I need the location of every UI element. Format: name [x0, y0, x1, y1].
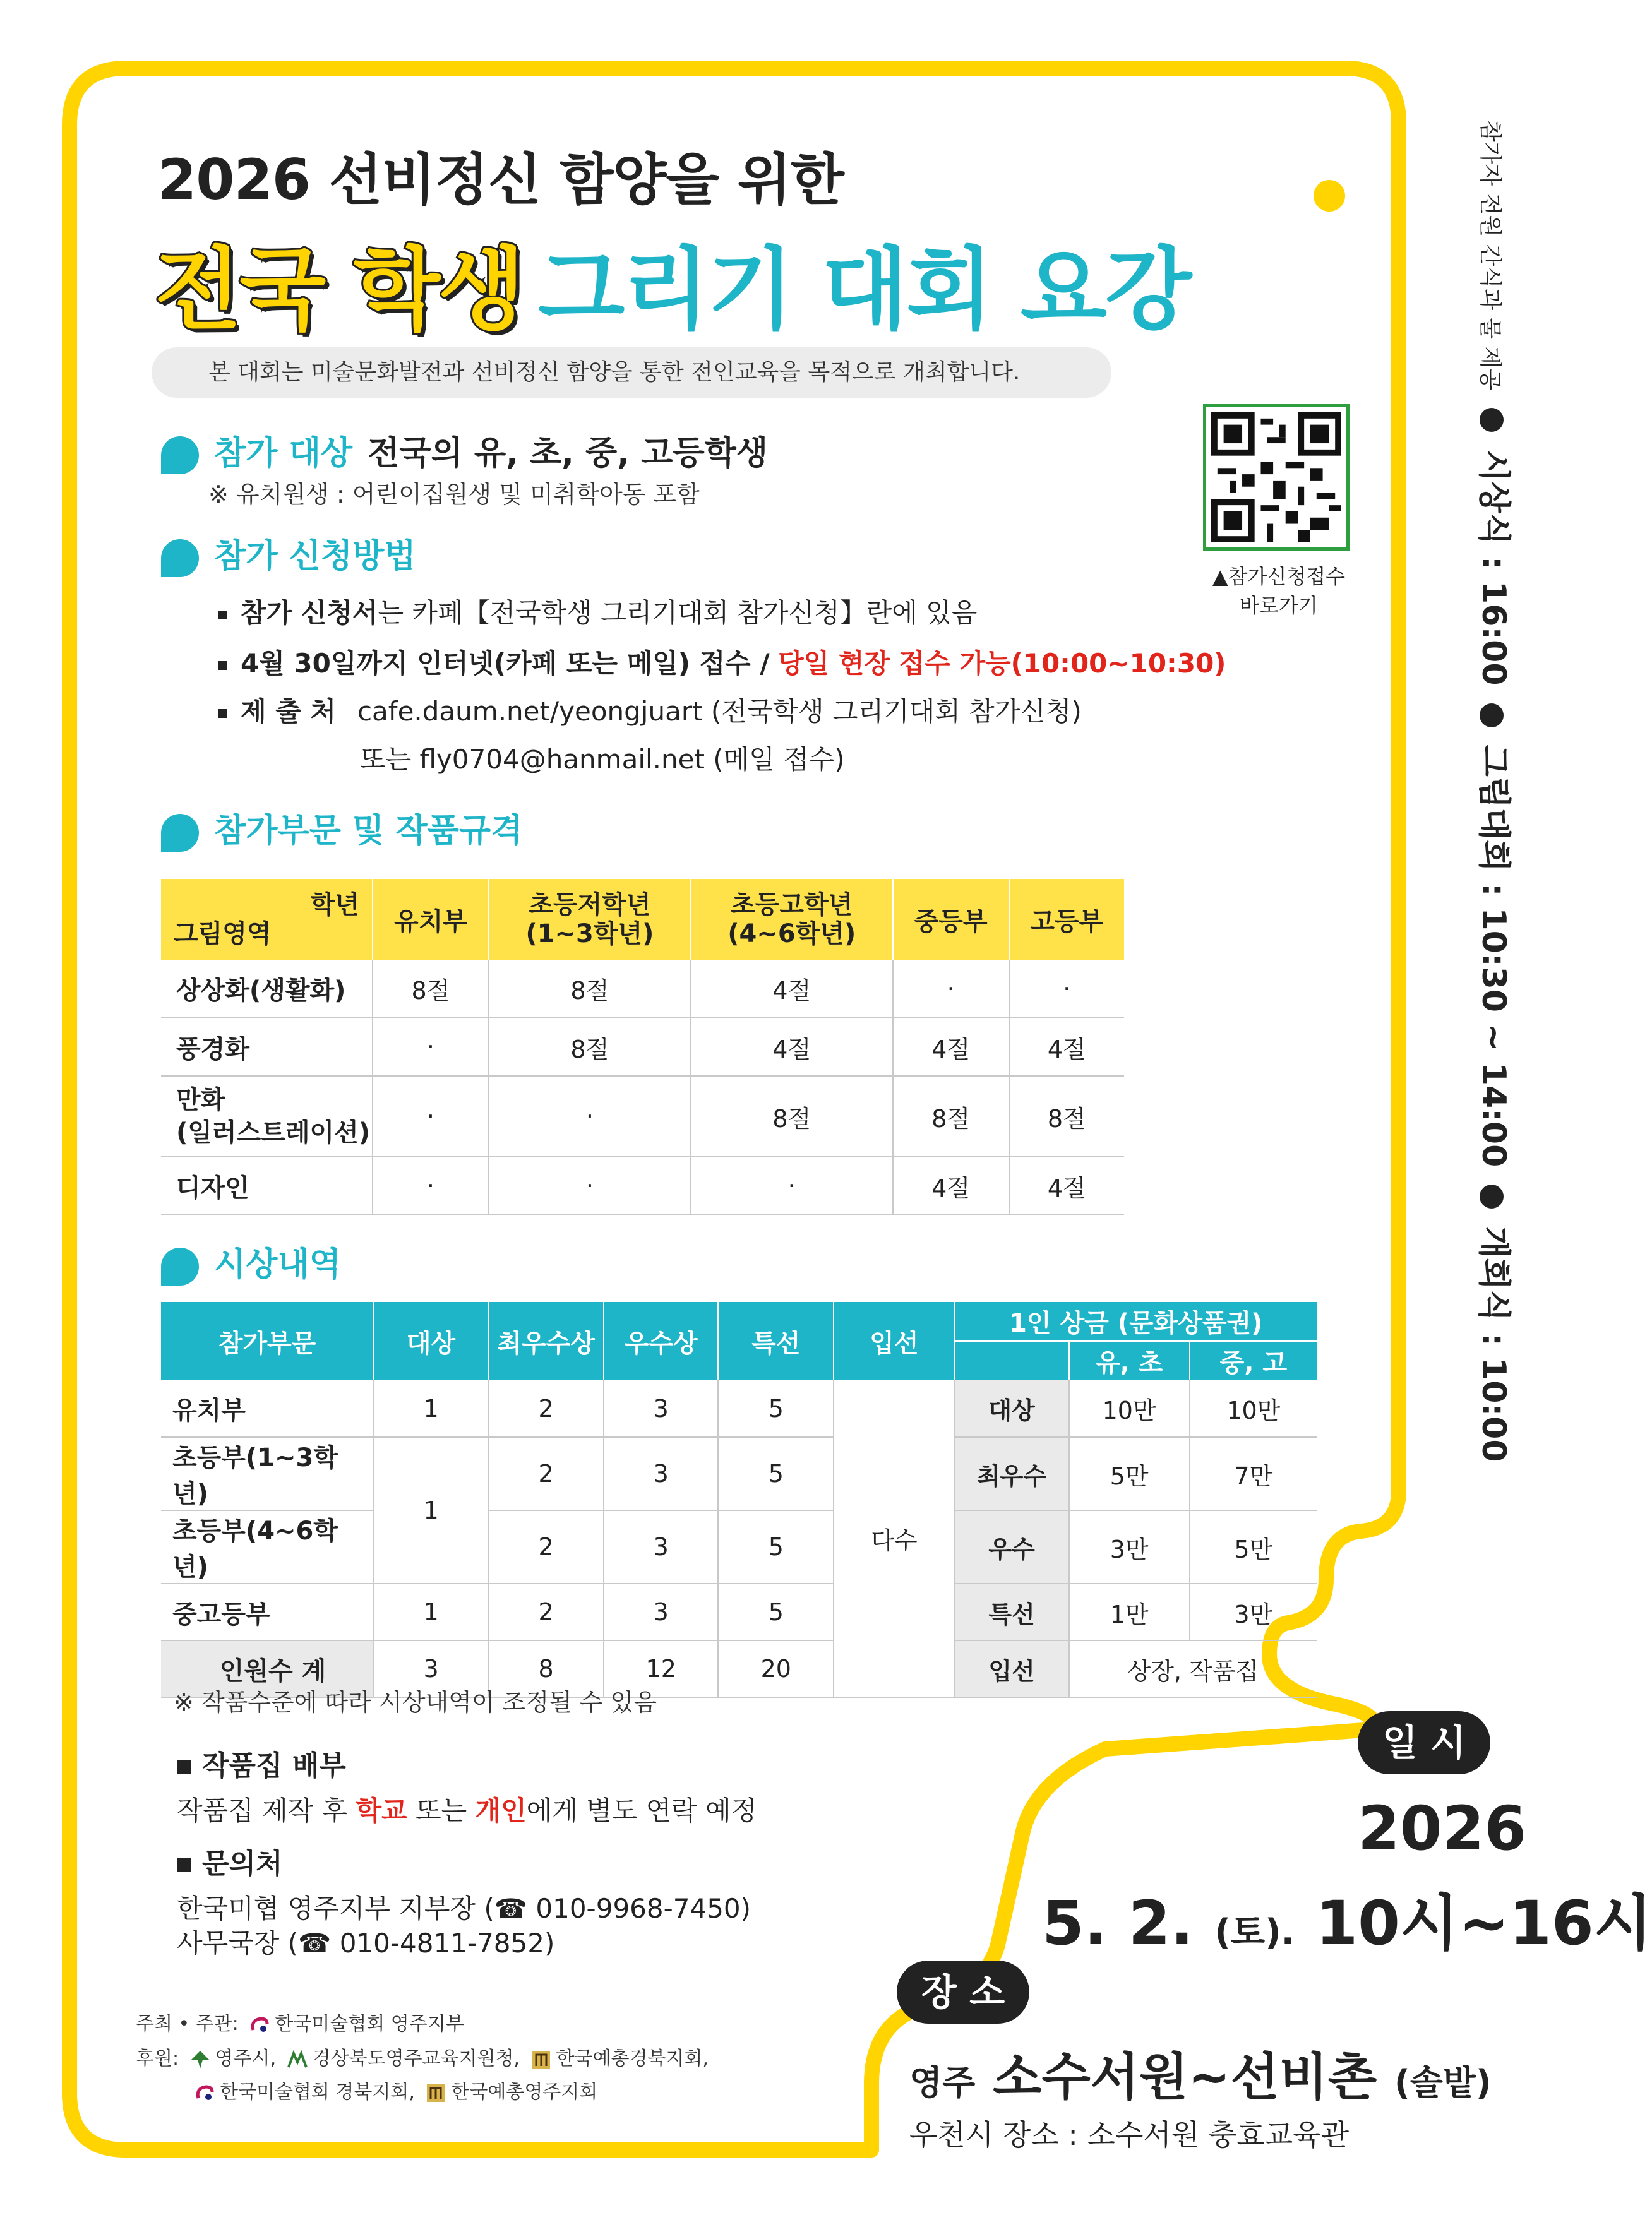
- eligibility-value: 전국의 유, 초, 중, 고등학생: [368, 434, 769, 472]
- art-association-logo-icon: [248, 2014, 271, 2036]
- credits-sponsors-2: 한국미술협회 경북지회, 한국예총영주지회: [189, 2076, 597, 2105]
- title-yellow: 전국 학생: [155, 238, 524, 342]
- col-header: 고등부: [1009, 879, 1124, 960]
- opening-time: 개회식 : 10:00: [1475, 1226, 1512, 1462]
- col-header: 초등고학년 (4~6학년): [691, 879, 893, 960]
- col-header: 최우수상: [488, 1302, 604, 1380]
- table-corner-header: 학년 그림영역: [161, 879, 373, 960]
- speech-bubble-icon: [161, 814, 199, 852]
- contact-line2: 사무국장 (☎ 010-4811-7852): [177, 1928, 555, 1959]
- venue-rain: 우천시 장소 : 소수서원 충효교육관: [909, 2118, 1350, 2152]
- eligibility-note: ※ 유치원생 : 어린이집원생 및 미취학아동 포함: [208, 481, 700, 508]
- prize-sub-header: 유, 초: [1069, 1341, 1190, 1380]
- contact-line1: 한국미협 영주지부 지부장 (☎ 010-9968-7450): [177, 1893, 751, 1924]
- date-year: 2026: [1358, 1793, 1527, 1864]
- apply-item-form: 참가 신청서는 카페【전국학생 그리기대회 참가신청】란에 있음: [218, 592, 977, 630]
- yechong-logo-icon: [530, 2048, 553, 2071]
- apply-item-deadline: 4월 30일까지 인터넷(카페 또는 메일) 접수 / 당일 현장 접수 가능(10:00~10:30): [218, 643, 1226, 681]
- contest-time: 그림대회 : 10:30 ~ 14:00: [1475, 744, 1512, 1167]
- col-header: 우수상: [604, 1302, 718, 1380]
- apply-item-email: 또는 fly0704@hanmail.net (메일 접수): [360, 744, 845, 775]
- bullet-dot-icon: [1480, 703, 1504, 727]
- awards-table: [161, 1302, 1317, 1698]
- col-header: 대상: [374, 1302, 488, 1380]
- table-row: 디자인 · · · 4절 4절: [161, 1157, 1124, 1215]
- qr-caption: ▲참가신청접수 바로가기: [1212, 564, 1346, 618]
- booklet-heading: 작품집 배부: [177, 1743, 346, 1783]
- col-header: 유치부: [373, 879, 489, 960]
- vertical-schedule: [1465, 95, 1522, 1560]
- entry-count: 다수: [834, 1380, 954, 1697]
- qr-pattern-icon: [1211, 412, 1341, 542]
- award-time: 시상식 : 16:00: [1475, 450, 1512, 686]
- title-blue: 그리기 대회 요강: [538, 238, 1190, 342]
- table-row: 풍경화 · 8절 4절 4절 4절: [161, 1018, 1124, 1076]
- prize-sub-header: 중, 고: [1190, 1341, 1317, 1380]
- table-row: 상상화(생활화) 8절 8절 4절 · ·: [161, 960, 1124, 1018]
- date-label: 일 시: [1358, 1711, 1490, 1774]
- booklet-text: 작품집 제작 후 학교 또는 개인에게 별도 연락 예정: [177, 1795, 757, 1826]
- col-header: 중등부: [893, 879, 1009, 960]
- speech-bubble-icon: [161, 1248, 199, 1286]
- venue-label: 장 소: [897, 1961, 1029, 2024]
- yechong-logo-icon: [424, 2082, 447, 2105]
- art-association-logo-icon: [193, 2082, 216, 2105]
- prize-header: 1인 상금 (문화상품권): [955, 1302, 1317, 1341]
- meal-note: 참가자 전원 간식과 물 제공: [1477, 120, 1503, 391]
- bullet-dot-icon: [1480, 408, 1504, 432]
- division-table: [161, 879, 1124, 1215]
- table-row: 만화 (일러스트레이션) · · 8절 8절 8절: [161, 1076, 1124, 1157]
- contact-heading: 문의처: [177, 1841, 283, 1881]
- date-day: 5. 2. (토). 10시~16시: [1042, 1888, 1652, 1959]
- awards-note: ※ 작품수준에 따라 시상내역이 조정될 수 있음: [174, 1688, 657, 1716]
- table-row: 초등부(4~6학년) 2 3 5 우수 3만 5만: [161, 1510, 1317, 1584]
- col-header: 참가부문: [161, 1302, 374, 1380]
- speech-bubble-icon: [161, 539, 199, 577]
- bullet-dot-icon: [1480, 1185, 1504, 1209]
- purpose-banner: 본 대회는 미술문화발전과 선비정신 함양을 통한 전인교육을 목적으로 개최합니다.: [152, 347, 1111, 398]
- table-row-total: 인원수 계 3 8 12 20 입선 상장, 작품집: [161, 1640, 1317, 1697]
- venue-name: 영주 소수서원~선비촌 (솔밭): [909, 2048, 1492, 2106]
- apply-heading: 참가 신청방법: [161, 529, 416, 577]
- main-title: [155, 218, 1190, 347]
- apply-item-submit: 제 출 처 cafe.daum.net/yeongjuart (전국학생 그리기대회 참가신청): [218, 691, 1082, 729]
- decorative-dot: [1314, 180, 1345, 212]
- table-row: 초등부(1~3학년) 1 2 3 5 최우수 5만 7만: [161, 1437, 1317, 1510]
- eligibility-heading: 참가 대상 전국의 유, 초, 중, 고등학생: [161, 426, 768, 474]
- credits-sponsors: 후원: 영주시, 경상북도영주교육지원청, 한국예총경북지회,: [136, 2048, 709, 2070]
- qr-code[interactable]: [1203, 404, 1350, 551]
- col-header: 특선: [718, 1302, 834, 1380]
- education-office-logo-icon: [286, 2048, 309, 2071]
- table-row: 중고등부 1 2 3 5 특선 1만 3만: [161, 1584, 1317, 1640]
- yeongju-city-logo-icon: [189, 2048, 212, 2071]
- speech-bubble-icon: [161, 436, 199, 474]
- awards-heading: 시상내역: [161, 1238, 341, 1286]
- division-heading: 참가부문 및 작품규격: [161, 804, 522, 852]
- credits-host: 주최 • 주관: 한국미술협회 영주지부: [136, 2013, 464, 2035]
- col-header: 초등저학년 (1~3학년): [489, 879, 691, 960]
- table-row: 유치부 1 2 3 5 다수 대상 10만 10만: [161, 1380, 1317, 1437]
- col-header: 입선: [834, 1302, 954, 1380]
- title-line1: 2026 선비정신 함양을 위한: [158, 147, 844, 212]
